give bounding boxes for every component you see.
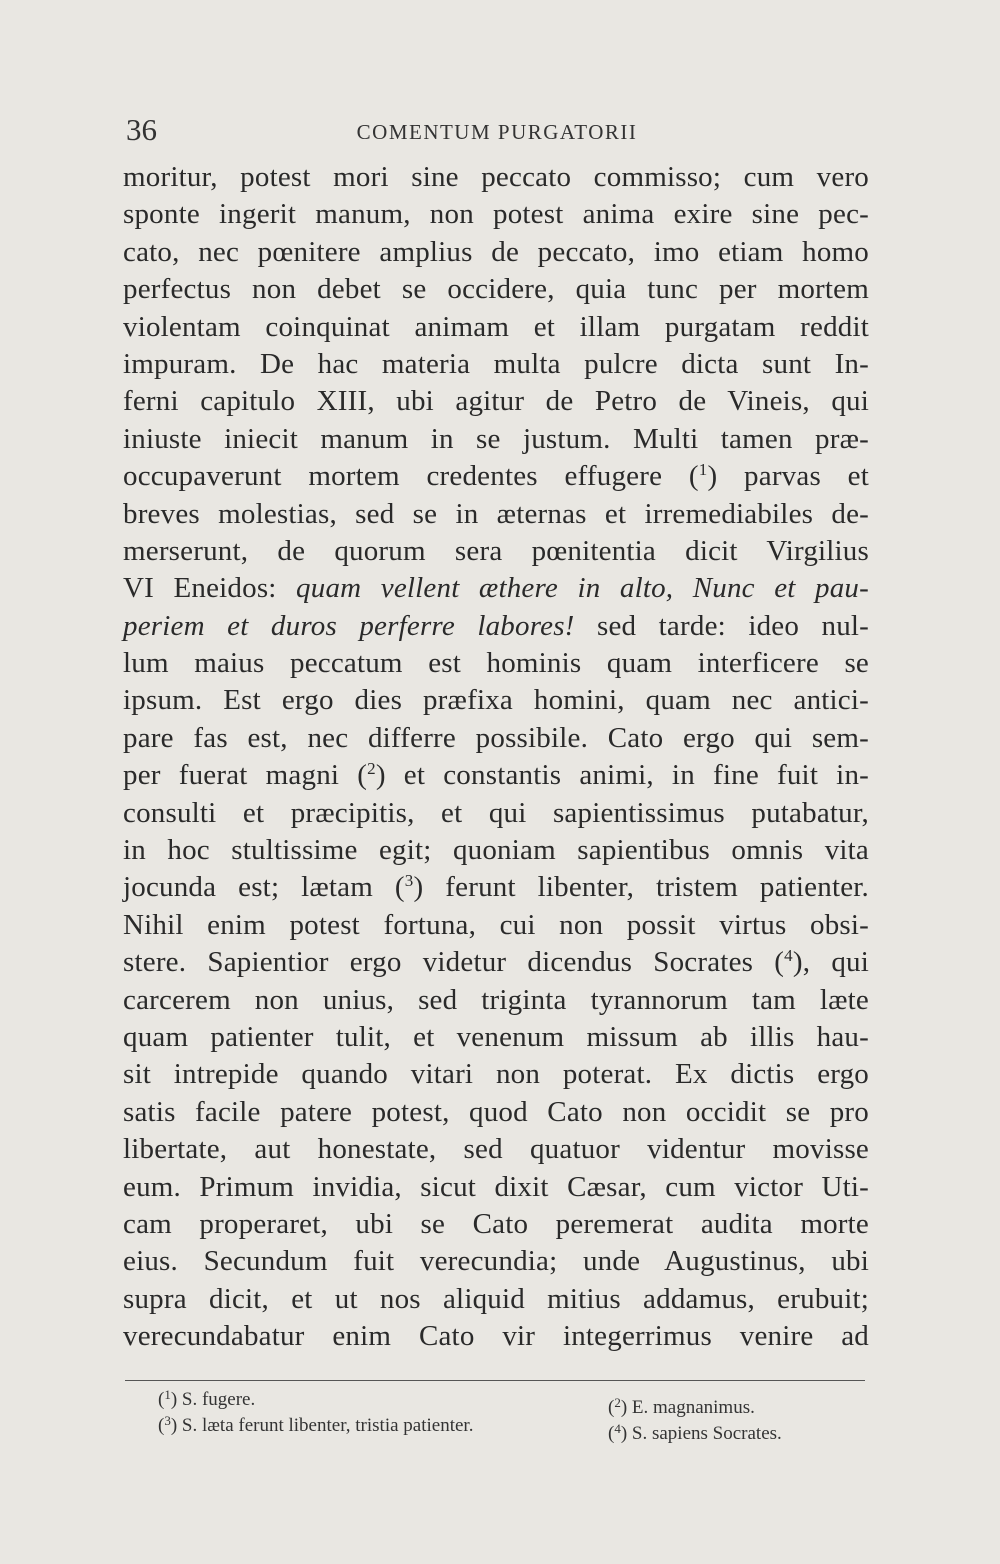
- text-line: quam patienter tulit, et venenum missum ab illis hau-: [123, 1020, 869, 1053]
- footnote-reference: 1: [698, 460, 708, 480]
- text-line: iniuste iniecit manum in se justum. Multi tamen præ-: [123, 422, 869, 455]
- page-header: [126, 110, 868, 150]
- text-line: in hoc stultissime egit; quoniam sapientibus omnis vita: [123, 834, 869, 867]
- text-line: VI Eneidos: quam vellent æthere in alto, Nunc et pau-: [123, 572, 869, 605]
- page-number: 36: [126, 112, 157, 147]
- footnote-rule: [125, 1380, 865, 1381]
- footnote: ($^2$) E. magnanimus.: [608, 1395, 755, 1418]
- footnote: ($^3$) S. læta ferunt libenter, tristia patienter.: [158, 1413, 474, 1436]
- text-line: eum. Primum invidia, sicut dixit Cæsar, cum victor Uti-: [123, 1170, 869, 1203]
- text-line: per fuerat magni ($^2$) et constantis animi, in fine fuit in-: [123, 759, 869, 792]
- text-line: moritur, potest mori sine peccato commisso; cum vero: [123, 161, 869, 193]
- text-line: cam properaret, ubi se Cato peremerat audita morte: [123, 1207, 869, 1240]
- footnote-reference: 3: [404, 871, 414, 891]
- text-line: consulti et præcipitis, et qui sapientissimus putabatur,: [123, 796, 869, 829]
- running-head: COMENTUM PURGATORII: [356, 120, 638, 144]
- text-line: supra dicit, et ut nos aliquid mitius addamus, erubuit;: [123, 1282, 869, 1315]
- italic-quotation: quam vellent æthere in alto, Nunc et pau-: [296, 572, 869, 605]
- text-line: occupaverunt mortem credentes effugere ($^1$) parvas et: [123, 460, 869, 493]
- text-line: breves molestias, sed se in æternas et irremediabiles de-: [123, 497, 869, 530]
- text-line: eius. Secundum fuit verecundia; unde Augustinus, ubi: [123, 1245, 869, 1278]
- text-line: violentam coinquinat animam et illam purgatam reddit: [123, 310, 869, 343]
- text-line: sponte ingerit manum, non potest anima exire sine pec-: [123, 198, 869, 231]
- text-line: ipsum. Est ergo dies præfixa homini, quam nec antici-: [123, 684, 869, 717]
- text-line: pare fas est, nec differre possibile. Cato ergo qui sem-: [123, 721, 869, 754]
- text-line: libertate, aut honestate, sed quatuor videntur movisse: [123, 1133, 869, 1166]
- text-line: satis facile patere potest, quod Cato non occidit se pro: [123, 1095, 869, 1128]
- text-line: impuram. De hac materia multa pulcre dicta sunt In-: [123, 347, 869, 380]
- body-text: [123, 159, 869, 1356]
- footnote: ($^1$) S. fugere.: [158, 1387, 256, 1410]
- text-line: ferni capitulo XIII, ubi agitur de Petro de Vineis, qui: [123, 385, 869, 418]
- text-line: cato, nec pœnitere amplius de peccato, imo etiam homo: [123, 235, 869, 268]
- text-line: periem et duros perferre labores! sed tarde: ideo nul-: [123, 609, 870, 642]
- text-line: jocunda est; lætam ($^3$) ferunt libenter, tristem patienter.: [123, 871, 869, 904]
- text-line: Nihil enim potest fortuna, cui non possit virtus obsi-: [123, 908, 869, 941]
- italic-quotation: periem et duros perferre labores!: [123, 609, 575, 642]
- text-line: sit intrepide quando vitari non poterat. Ex dictis ergo: [123, 1058, 869, 1091]
- text-line: merserunt, de quorum sera pœnitentia dicit Virgilius: [123, 534, 869, 567]
- footnote: ($^4$) S. sapiens Socrates.: [608, 1421, 782, 1444]
- text-line: lum maius peccatum est hominis quam interficere se: [123, 647, 869, 680]
- text-line: perfectus non debet se occidere, quia tunc per mortem: [123, 273, 869, 306]
- text-line: stere. Sapientior ergo videtur dicendus Socrates ($^4$), qui: [123, 946, 869, 979]
- text-line: carcerem non unius, sed triginta tyrannorum tam læte: [123, 983, 869, 1016]
- footnotes: [158, 1382, 838, 1442]
- text-line: verecundabatur enim Cato vir integerrimus venire ad: [123, 1320, 869, 1353]
- footnote-reference: 2: [367, 759, 376, 779]
- footnote-reference: 4: [784, 946, 793, 966]
